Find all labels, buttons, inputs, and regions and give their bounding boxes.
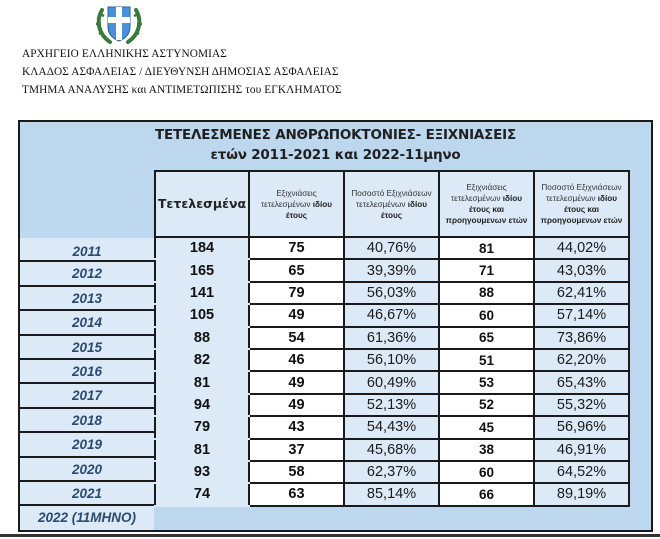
cell-solved-incl-prev: 51 (439, 349, 534, 371)
table-row (155, 327, 629, 349)
cell-pct-same-year: 56,10% (344, 349, 439, 371)
cell-total: 88 (155, 327, 249, 349)
cell-pct-incl-prev: 64,52% (534, 461, 629, 483)
homicides-table (18, 120, 653, 532)
cell-pct-incl-prev: 73,86% (534, 327, 629, 349)
data-grid (154, 170, 630, 507)
year-label: 2017 (20, 384, 154, 408)
year-label: 2015 (20, 336, 154, 360)
cell-pct-incl-prev: 56,96% (534, 416, 629, 438)
cell-pct-incl-prev: 57,14% (534, 304, 629, 326)
column-header-row (155, 171, 629, 237)
cell-pct-same-year: 40,76% (344, 237, 439, 259)
year-label: 2018 (20, 409, 154, 433)
column-header-solved-same-year: Εξιχνιάσεις τετελεσμένων ιδίου έτους (249, 171, 344, 237)
cell-pct-same-year: 45,68% (344, 439, 439, 461)
year-label: 2019 (20, 433, 154, 457)
cell-solved-incl-prev: 60 (439, 304, 534, 326)
table-row (155, 259, 629, 281)
cell-solved-incl-prev: 53 (439, 371, 534, 393)
year-label: 2014 (20, 311, 154, 335)
column-header-pct-incl-prev: Ποσοστό Εξιχνιάσεων τετελεσμένων ιδίου έτους και προηγουμενων ετών (534, 171, 629, 237)
cell-solved-same-year: 75 (249, 237, 344, 259)
cell-pct-same-year: 61,36% (344, 327, 439, 349)
year-column (20, 238, 154, 531)
cell-pct-incl-prev: 43,03% (534, 259, 629, 281)
cell-pct-incl-prev: 44,02% (534, 237, 629, 259)
cell-solved-same-year: 49 (249, 304, 344, 326)
cell-pct-same-year: 85,14% (344, 483, 439, 505)
cell-solved-same-year: 63 (249, 483, 344, 505)
greek-coat-of-arms-icon (88, 2, 150, 46)
cell-total: 165 (155, 259, 249, 281)
cell-pct-incl-prev: 65,43% (534, 371, 629, 393)
org-line-branch: ΚΛΑΔΟΣ ΑΣΦΑΛΕΙΑΣ / ΔΙΕΥΘΥΝΣΗ ΔΗΜΟΣΙΑΣ ΑΣΦΑΛΕΙΑΣ (22, 66, 339, 78)
cell-total: 184 (155, 237, 249, 259)
cell-pct-same-year: 62,37% (344, 461, 439, 483)
cell-solved-same-year: 54 (249, 327, 344, 349)
cell-solved-incl-prev: 38 (439, 439, 534, 461)
cell-pct-same-year: 39,39% (344, 259, 439, 281)
cell-pct-same-year: 60,49% (344, 371, 439, 393)
cell-total: 82 (155, 349, 249, 371)
cell-total: 105 (155, 304, 249, 326)
cell-solved-incl-prev: 71 (439, 259, 534, 281)
table-row (155, 416, 629, 438)
cell-total: 141 (155, 282, 249, 304)
table-row (155, 282, 629, 304)
column-header-pct-same-year: Ποσοστό Εξιχνιάσεων τετελεσμένων ιδίου έτους (344, 171, 439, 237)
cell-pct-incl-prev: 55,32% (534, 394, 629, 416)
cell-pct-incl-prev: 62,20% (534, 349, 629, 371)
cell-pct-same-year: 54,43% (344, 416, 439, 438)
cell-solved-incl-prev: 65 (439, 327, 534, 349)
year-label: 2013 (20, 287, 154, 311)
cell-solved-incl-prev: 45 (439, 416, 534, 438)
year-label: 2012 (20, 262, 154, 286)
table-row (155, 237, 629, 259)
cell-solved-incl-prev: 88 (439, 282, 534, 304)
cell-solved-same-year: 37 (249, 439, 344, 461)
cell-total: 94 (155, 394, 249, 416)
table-title-line1: ΤΕΤΕΛΕΣΜΕΝΕΣ ΑΝΘΡΩΠΟΚΤΟΝΙΕΣ- ΕΞΙΧΝΙΑΣΕΙΣ (154, 127, 517, 143)
column-header-solved-incl-prev: Εξιχνιάσεις τετελεσμένων ιδίου έτους και προηγουμενων ετών (439, 171, 534, 237)
table-row (155, 439, 629, 461)
cell-pct-incl-prev: 62,41% (534, 282, 629, 304)
cell-solved-same-year: 49 (249, 394, 344, 416)
cell-total: 93 (155, 461, 249, 483)
table-row (155, 349, 629, 371)
table-row (155, 304, 629, 326)
year-label: 2020 (20, 458, 154, 482)
table-title-line2: ετών 2011-2021 και 2022-11μηνο (210, 147, 461, 163)
cell-solved-same-year: 43 (249, 416, 344, 438)
cell-pct-incl-prev: 89,19% (534, 483, 629, 505)
table-row (155, 371, 629, 393)
table-row (155, 394, 629, 416)
year-label: 2016 (20, 360, 154, 384)
cell-solved-incl-prev: 81 (439, 237, 534, 259)
column-header-total: Τετελεσμένα (155, 171, 249, 237)
cell-solved-incl-prev: 52 (439, 394, 534, 416)
cell-pct-same-year: 56,03% (344, 282, 439, 304)
cell-solved-incl-prev: 60 (439, 461, 534, 483)
cell-solved-same-year: 58 (249, 461, 344, 483)
cell-pct-same-year: 46,67% (344, 304, 439, 326)
table-row (155, 461, 629, 483)
cell-pct-incl-prev: 46,91% (534, 439, 629, 461)
cell-total: 81 (155, 439, 249, 461)
org-line-department: ΤΜΗΜΑ ΑΝΑΛΥΣΗΣ και ΑΝΤΙΜΕΤΩΠΙΣΗΣ του ΕΓΚΛΗΜΑΤΟΣ (22, 84, 342, 96)
year-label: 2011 (20, 238, 154, 262)
cell-pct-same-year: 52,13% (344, 394, 439, 416)
org-line-headquarters: ΑΡΧΗΓΕΙΟ ΕΛΛΗΝΙΚΗΣ ΑΣΤΥΝΟΜΙΑΣ (22, 48, 227, 60)
cell-total: 81 (155, 371, 249, 393)
cell-total: 74 (155, 483, 249, 505)
cell-solved-same-year: 79 (249, 282, 344, 304)
year-label: 2021 (20, 482, 154, 506)
table-row (155, 483, 629, 505)
cell-solved-same-year: 49 (249, 371, 344, 393)
cell-solved-same-year: 46 (249, 349, 344, 371)
table-title (20, 125, 651, 165)
year-label: 2022 (11MHNO) (37, 510, 137, 526)
cell-total: 79 (155, 416, 249, 438)
cell-solved-same-year: 65 (249, 259, 344, 281)
page-bottom-rule (0, 534, 660, 537)
cell-solved-incl-prev: 66 (439, 483, 534, 505)
